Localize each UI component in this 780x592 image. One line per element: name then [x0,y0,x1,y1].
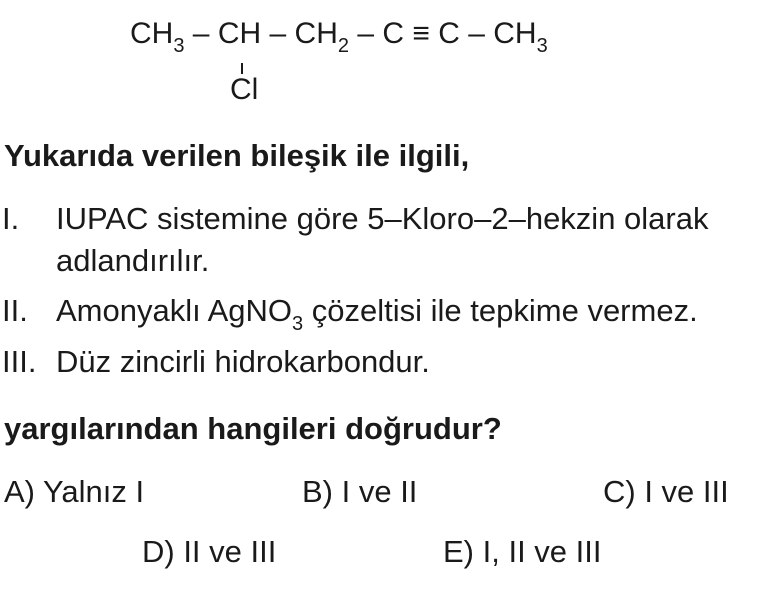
methyl-group-right: $CH_3$ [493,17,548,57]
statement-2-text: Amonyaklı AgNO$_3$ çözeltisi ile tepkime vermez. [56,293,698,335]
choice-d[interactable]: D) II ve III [142,534,277,569]
statement-1-line-2: adlandırılır. [56,243,210,278]
statement-3-text: Düz zincirli hidrokarbondur. [56,344,430,379]
question-prompt: yargılarından hangileri doğrudur? [4,411,502,446]
statement-1-line-1: IUPAC sistemine göre 5–Kloro–2–hekzin olarak [56,201,709,236]
structural-formula [130,14,548,57]
question-intro: Yukarıda verilen bileşik ile ilgili, [4,138,470,173]
methyl-group-left: $CH_3$ [130,17,185,57]
choice-c[interactable]: C) I ve III [603,474,729,509]
choice-e[interactable]: E) I, II ve III [443,534,602,569]
statement-1-numeral: I. [2,201,20,236]
choice-b[interactable]: B) I ve II [302,474,418,509]
chlorine-substituent: Cl [230,73,259,106]
choice-a[interactable]: A) Yalnız I [4,474,145,509]
chloro-carbon: CH [217,17,262,50]
bond-1: – [184,17,218,50]
statement-2-numeral: II. [2,293,28,328]
methylene-group: $CH_2$ [294,17,349,57]
triple-bond-segment: – C ≡ C – [349,17,494,50]
statement-3-numeral: III. [2,344,37,379]
bond-2: – [261,17,295,50]
